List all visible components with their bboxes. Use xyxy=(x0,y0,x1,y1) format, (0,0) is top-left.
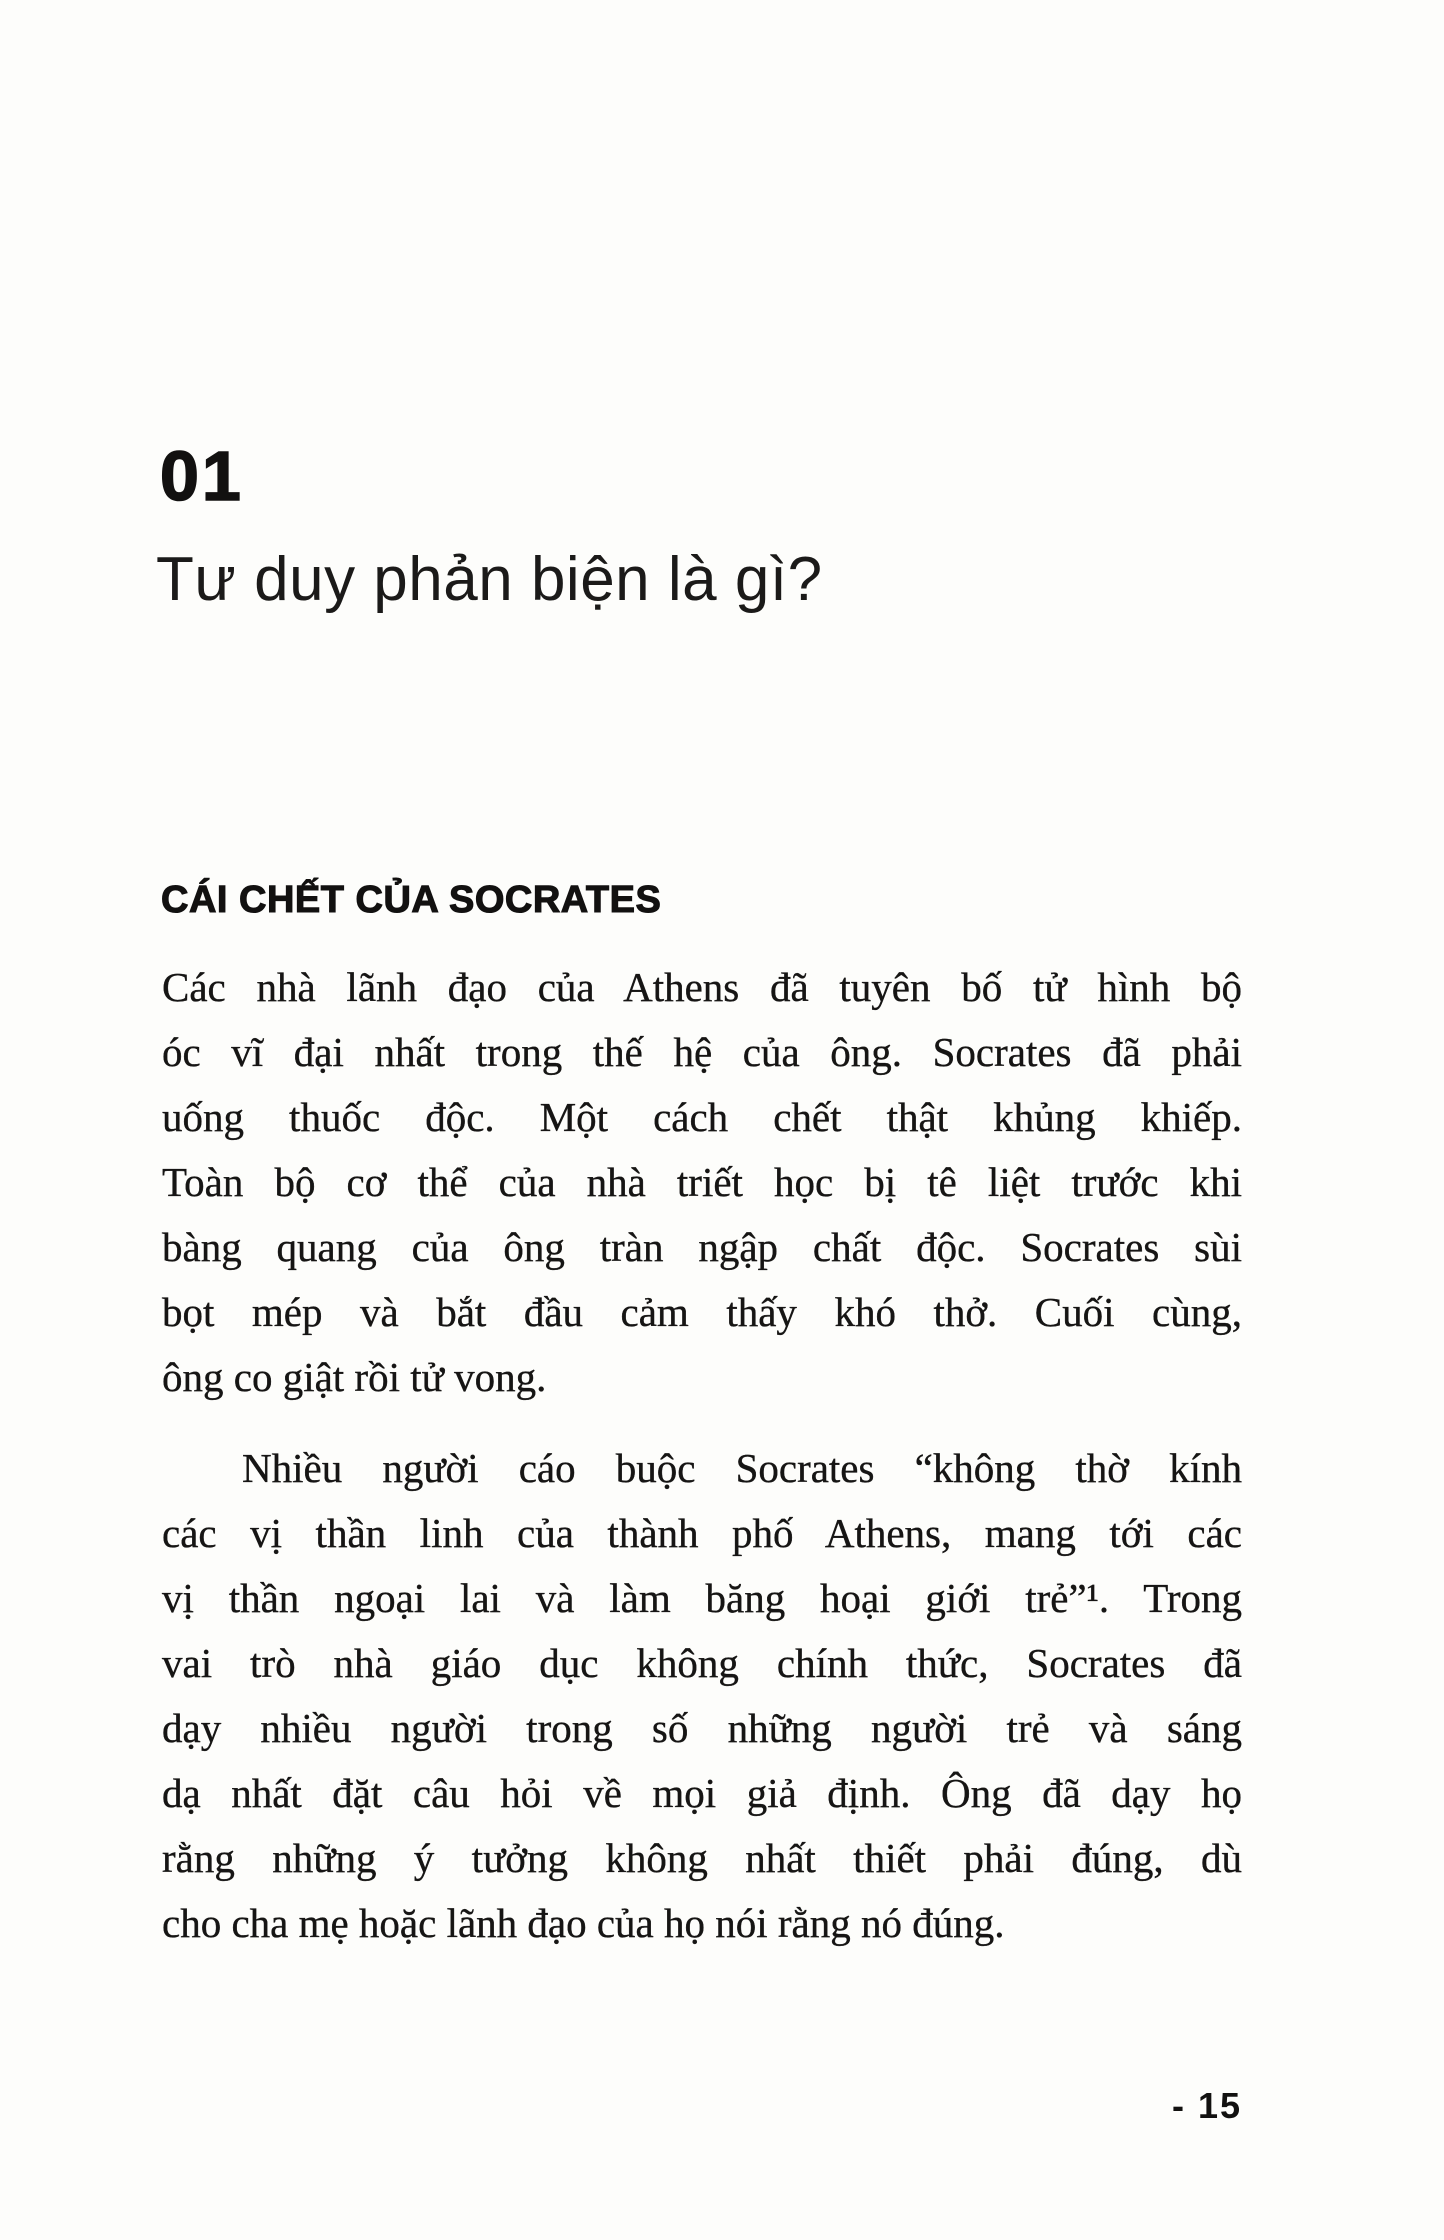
text-line: các vị thần linh của thành phố Athens, mang tới các xyxy=(162,1510,1242,1556)
text-line: Các nhà lãnh đạo của Athens đã tuyên bố tử hình bộ xyxy=(162,964,1242,1010)
text-line: bọt mép và bắt đầu cảm thấy khó thở. Cuối cùng, xyxy=(162,1289,1242,1335)
text-line: ông co giật rồi tử vong. xyxy=(162,1354,547,1400)
page-number: - 15 xyxy=(1171,2085,1242,2126)
text-line: Nhiều người cáo buộc Socrates “không thờ kính xyxy=(242,1445,1242,1491)
text-line: Toàn bộ cơ thể của nhà triết học bị tê liệt trước khi xyxy=(162,1159,1242,1205)
text-line: dạ nhất đặt câu hỏi về mọi giả định. Ông đã dạy họ xyxy=(162,1770,1242,1816)
section-heading: CÁI CHẾT CỦA SOCRATES xyxy=(161,879,662,921)
paragraph-death-of-socrates xyxy=(162,955,1242,1410)
chapter-title: Tư duy phản biện là gì? xyxy=(156,545,823,614)
text-line: bàng quang của ông tràn ngập chất độc. Socrates sùi xyxy=(162,1224,1242,1270)
text-line: dạy nhiều người trong số những người trẻ và sáng xyxy=(162,1705,1242,1751)
text-line: óc vĩ đại nhất trong thế hệ của ông. Socrates đã phải xyxy=(162,1029,1242,1075)
paragraph-accusations xyxy=(162,1436,1242,1956)
body-text xyxy=(162,955,1242,1956)
text-line: vai trò nhà giáo dục không chính thức, Socrates đã xyxy=(162,1640,1242,1686)
text-line: uống thuốc độc. Một cách chết thật khủng khiếp. xyxy=(162,1094,1242,1140)
text-line: vị thần ngoại lai và làm băng hoại giới trẻ”¹. Trong xyxy=(162,1575,1242,1621)
text-line: rằng những ý tưởng không nhất thiết phải đúng, dù xyxy=(162,1835,1242,1881)
chapter-number: 01 xyxy=(160,437,244,515)
text-line: cho cha mẹ hoặc lãnh đạo của họ nói rằng nó đúng. xyxy=(162,1900,1005,1946)
